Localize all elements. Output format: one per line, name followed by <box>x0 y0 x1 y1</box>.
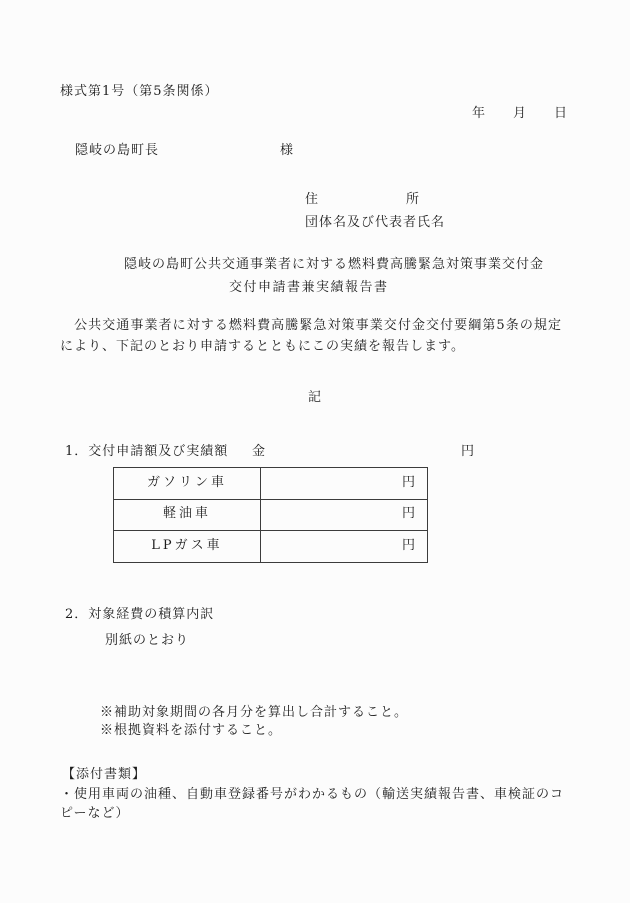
fuel-amount-diesel: 円 <box>261 499 428 531</box>
body-paragraph: 公共交通事業者に対する燃料費高騰緊急対策事業交付金交付要綱第5条の規定により、下記のとおり申請するとともにこの実績を報告します。 <box>60 318 562 354</box>
section2-heading: 2．対象経費の積算内訳 <box>65 607 215 622</box>
section1-amount-prefix: 金 <box>252 444 267 459</box>
attachments-heading: 【添付書類】 <box>62 767 147 782</box>
section1-amount-unit: 円 <box>461 444 476 459</box>
fuel-label-lpgas: LPガス車 <box>114 531 261 563</box>
section1-heading: 1．交付申請額及び実績額 <box>65 444 229 459</box>
note-evidence: ※根拠資料を添付すること。 <box>100 723 283 738</box>
address-label-right: 所 <box>405 192 420 207</box>
fuel-label-gasoline: ガソリン車 <box>114 468 261 500</box>
section2-content: 別紙のとおり <box>105 633 190 648</box>
applicant-organization-label: 団体名及び代表者氏名 <box>305 215 446 230</box>
addressee-title: 隠岐の島町長 <box>75 143 160 158</box>
attachment-item: ・使用車両の油種、自動車登録番号がわかるもの（輸送実績報告書、車検証のコピーなど） <box>60 787 565 821</box>
date-line <box>472 107 568 122</box>
fuel-amount-lpgas: 円 <box>261 531 428 563</box>
applicant-address-label <box>305 193 420 208</box>
document-title-line2: 交付申請書兼実績報告書 <box>229 280 389 295</box>
fuel-amount-table <box>113 467 428 563</box>
document-title-line1: 隠岐の島町公共交通事業者に対する燃料費高騰緊急対策事業交付金 <box>124 257 545 272</box>
fuel-label-diesel: 軽油車 <box>114 499 261 531</box>
table-row-gasoline <box>114 468 428 500</box>
address-label-left: 住 <box>305 192 320 207</box>
table-row-lpgas <box>114 531 428 563</box>
record-marker: 記 <box>308 390 323 405</box>
date-month-label: 月 <box>513 106 528 121</box>
note-calculation: ※補助対象期間の各月分を算出し合計すること。 <box>100 705 409 720</box>
date-year-label: 年 <box>472 106 487 121</box>
date-day-label: 日 <box>554 106 569 121</box>
table-row-diesel <box>114 499 428 531</box>
fuel-amount-gasoline: 円 <box>261 468 428 500</box>
addressee-honorific: 様 <box>280 143 295 158</box>
form-number: 様式第1号（第5条関係） <box>60 84 219 99</box>
